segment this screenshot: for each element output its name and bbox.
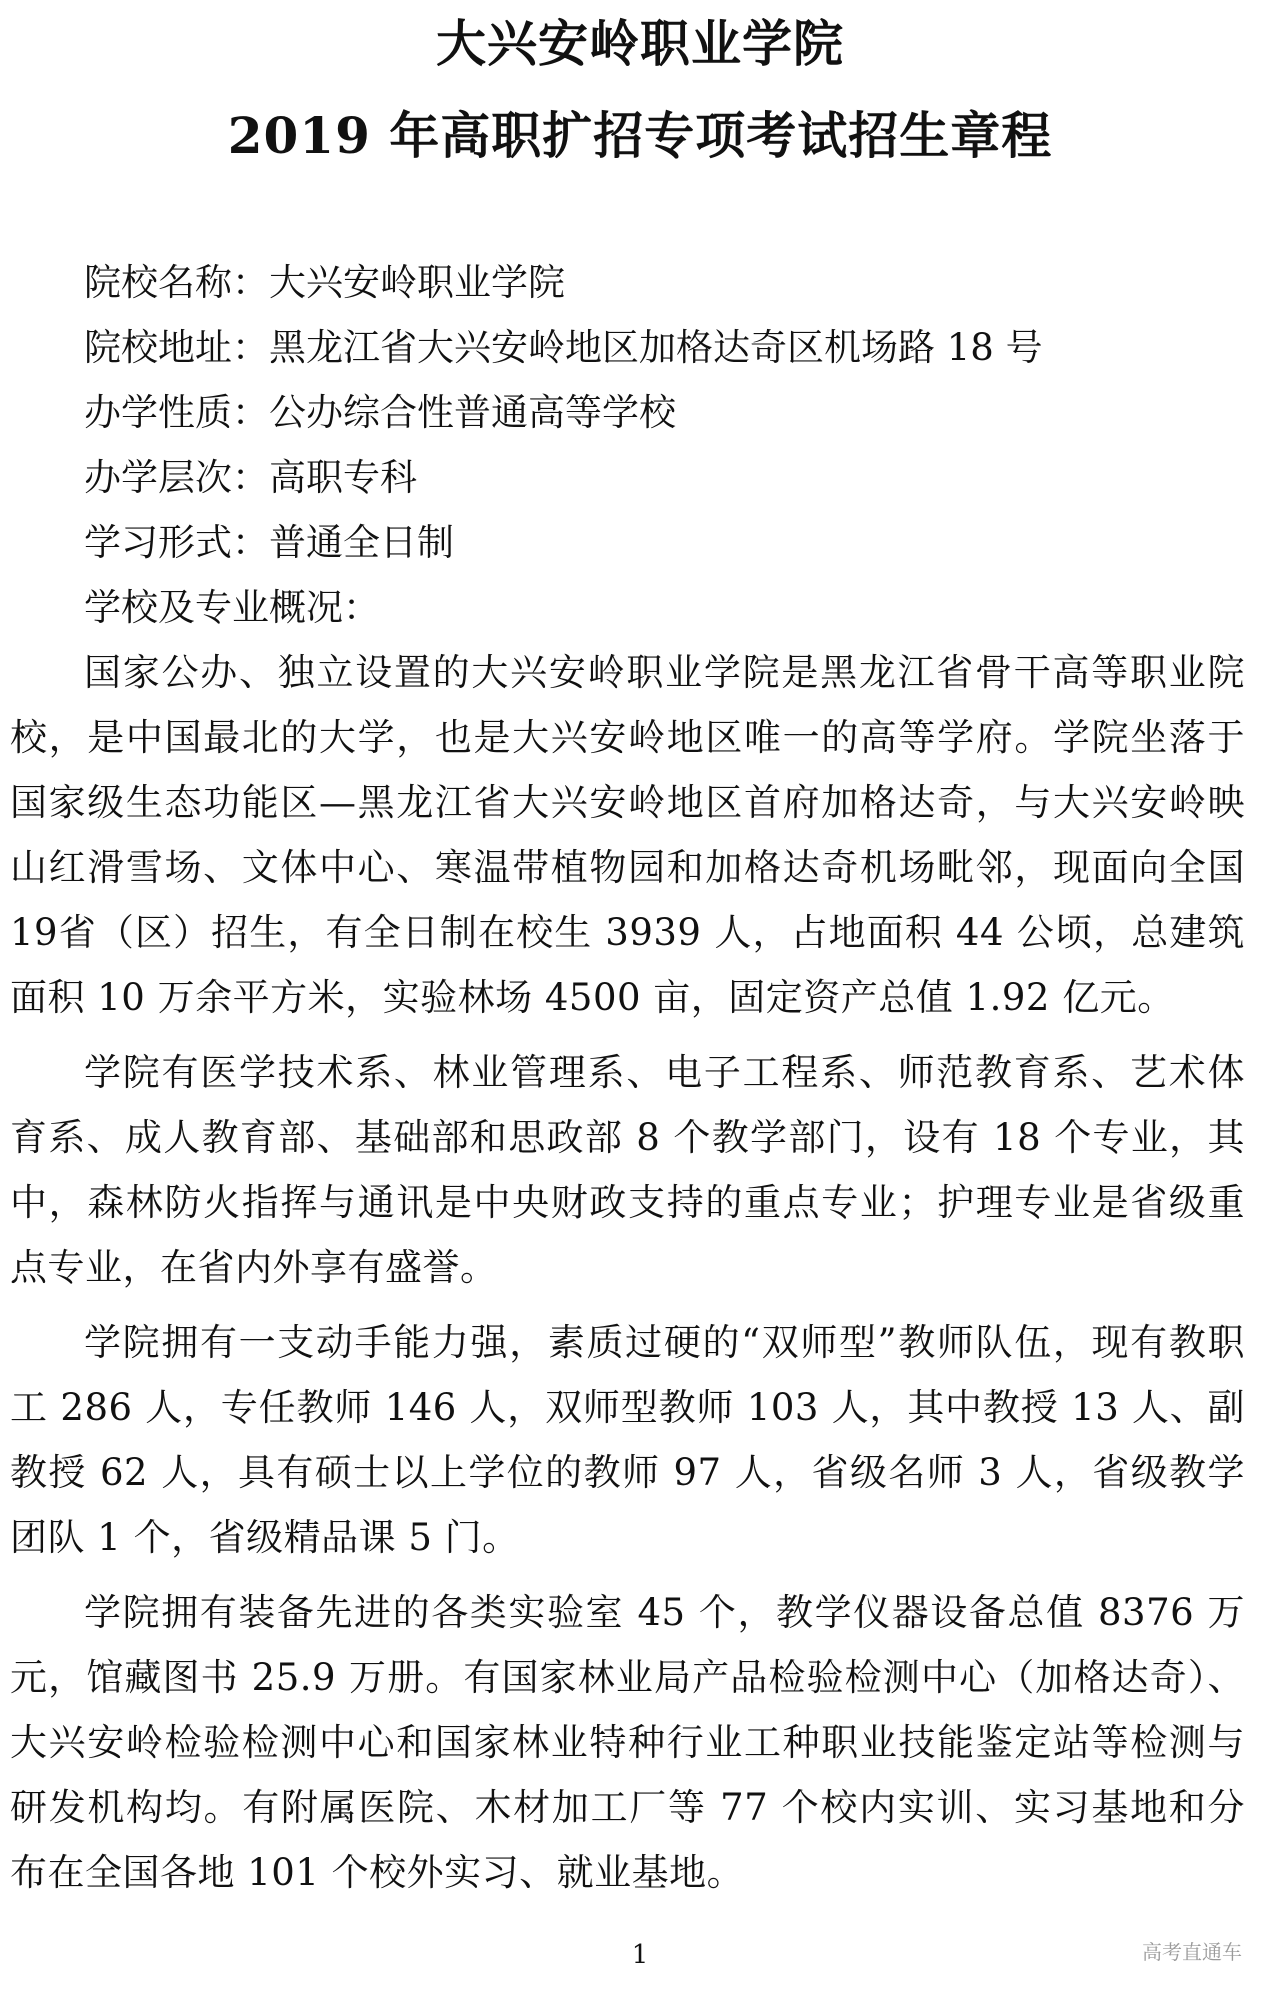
paragraph: 学院拥有装备先进的各类实验室 45 个，教学仪器设备总值 8376 万元，馆藏图书 25.9 万册。有国家林业局产品检验检测中心（加格达奇）、大兴安岭检验检测中心和国家林业特种行业工种职业技能鉴定站等检测与研发机构均。有附属医院、木材加工厂等 77 个校内实训、实习基地和分布在全国各地 101 个校外实习、就业基地。 [10, 1591, 1245, 1894]
info-value: 公办综合性普通高等学校 [269, 391, 676, 434]
info-row-school-level [84, 445, 1043, 510]
section-heading: 学校及专业概况： [84, 586, 380, 629]
info-label: 办学层次： [84, 456, 269, 499]
document-subtitle: 2019 年高职扩招专项考试招生章程 [227, 106, 1053, 165]
info-row-school-name [84, 250, 1043, 315]
paragraph: 国家公办、独立设置的大兴安岭职业学院是黑龙江省骨干高等职业院校，是中国最北的大学，也是大兴安岭地区唯一的高等学府。学院坐落于国家级生态功能区—黑龙江省大兴安岭地区首府加格达奇，与大兴安岭映山红滑雪场、文体中心、寒温带植物园和加格达奇机场毗邻，现面向全国19省（区）招生，有全日制在校生 3939 人，占地面积 44 公顷，总建筑面积 10 万余平方米，实验林场 4500 亩，固定资产总值 1.92 亿元。 [10, 651, 1245, 1019]
overview-body [10, 640, 1245, 1915]
info-row-address [84, 315, 1043, 380]
document-title: 大兴安岭职业学院 [436, 14, 844, 73]
info-label: 院校地址： [84, 326, 269, 369]
paragraph: 学院有医学技术系、林业管理系、电子工程系、师范教育系、艺术体育系、成人教育部、基础部和思政部 8 个教学部门，设有 18 个专业，其中，森林防火指挥与通讯是中央财政支持的重点专业；护理专业是省级重点专业，在省内外享有盛誉。 [10, 1051, 1245, 1289]
info-value: 高职专科 [269, 456, 417, 499]
info-row-school-type [84, 380, 1043, 445]
info-value: 大兴安岭职业学院 [269, 261, 565, 304]
info-row-study-mode [84, 510, 1043, 575]
info-label: 办学性质： [84, 391, 269, 434]
page-number: 1 [631, 1940, 649, 1970]
school-info-list [84, 250, 1043, 640]
info-label: 学习形式： [84, 521, 269, 564]
info-value: 黑龙江省大兴安岭地区加格达奇区机场路 18 号 [269, 326, 1043, 369]
watermark: 高考直通车 [1142, 1940, 1242, 1964]
paragraph: 学院拥有一支动手能力强，素质过硬的“双师型”教师队伍，现有教职工 286 人，专任教师 146 人，双师型教师 103 人，其中教授 13 人、副教授 62 人，具有硕士以上学位的教师 97 人，省级名师 3 人，省级教学团队 1 个，省级精品课 5 门。 [10, 1321, 1245, 1559]
info-label: 院校名称： [84, 261, 269, 304]
info-value: 普通全日制 [269, 521, 454, 564]
